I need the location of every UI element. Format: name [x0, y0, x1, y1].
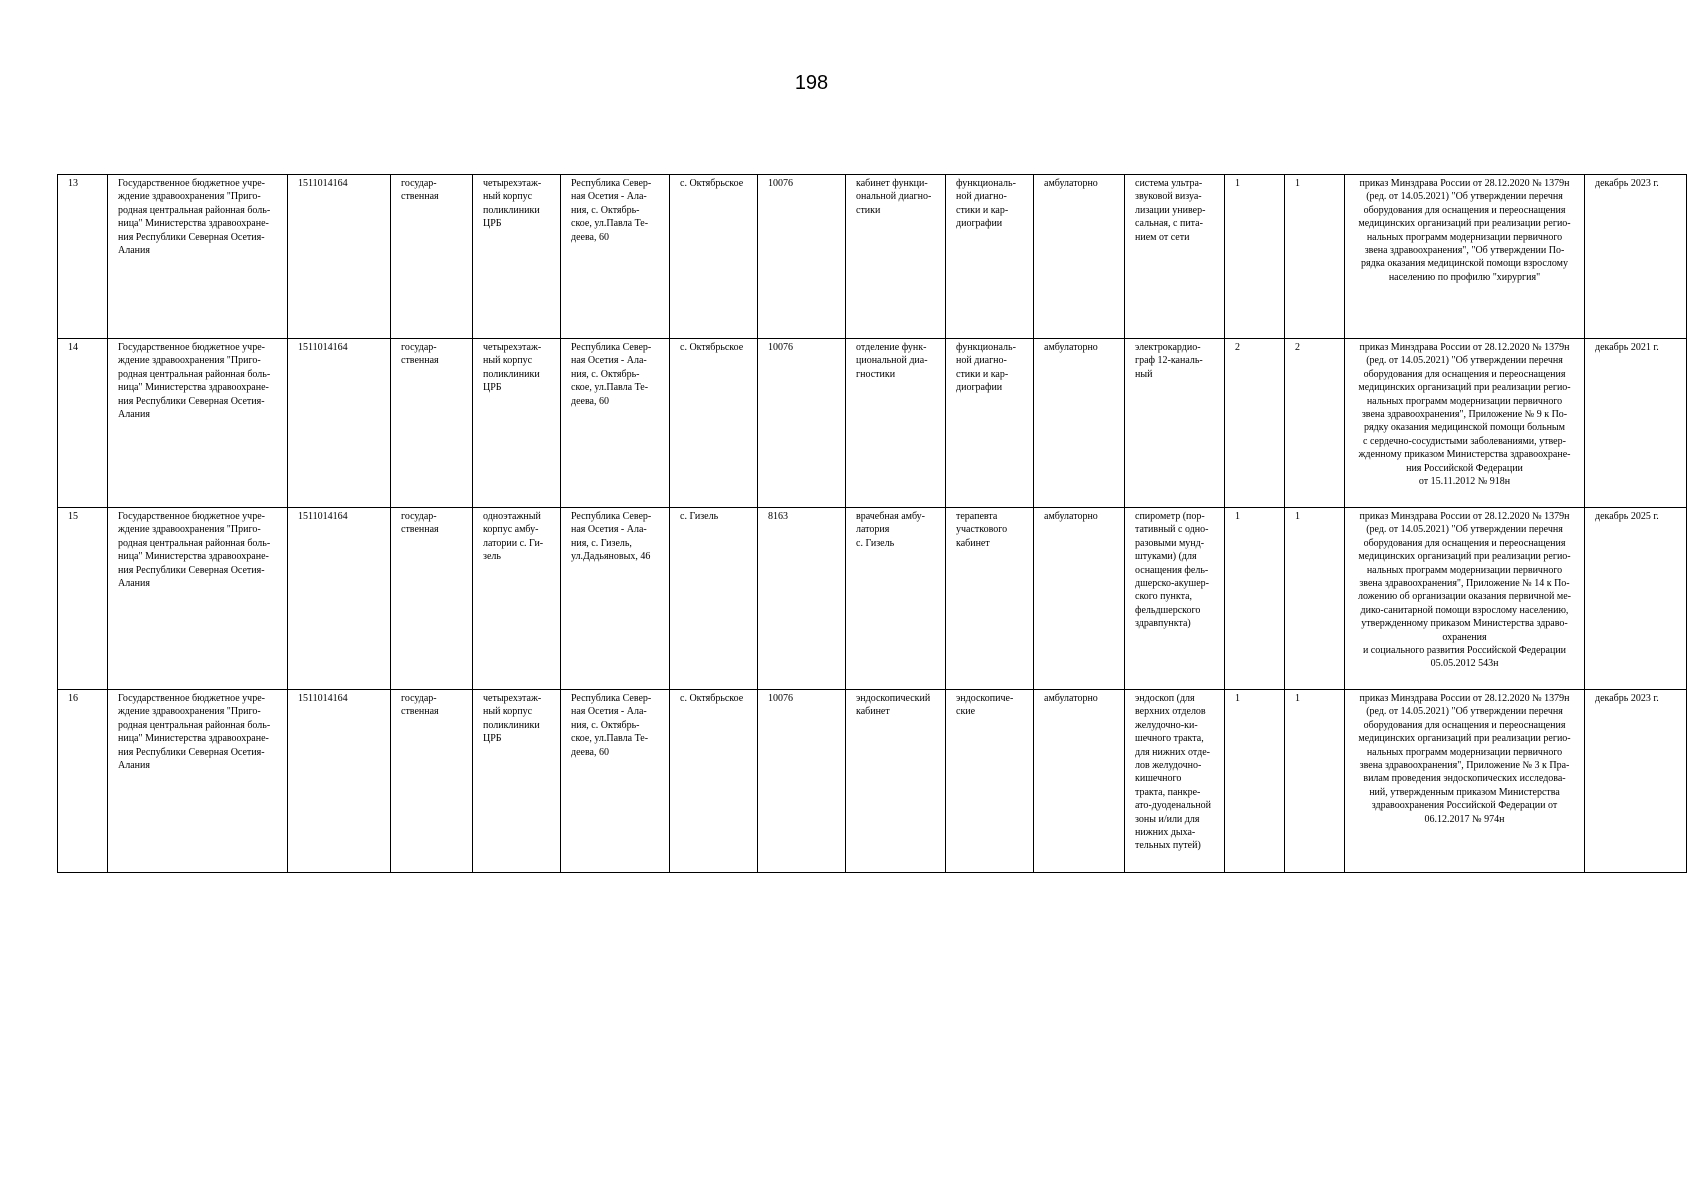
cell-building-line: одноэтажный — [483, 511, 541, 522]
cell-unit-line: ональной диагно- — [856, 191, 932, 203]
cell-profile-line: эндоскопиче- — [956, 693, 1014, 704]
cell-legal-basis-line: оборудования для оснащения и переоснащения — [1363, 537, 1566, 549]
cell-legal-basis-line: приказ Минздрава России от 28.12.2020 № 1379н — [1359, 342, 1570, 353]
cell-profile-line: функциональ- — [956, 178, 1016, 189]
cell-care-conditions: амбулаторно — [1034, 690, 1125, 873]
cell-legal-basis-line: охранения — [1442, 631, 1487, 643]
table-row — [58, 339, 1687, 508]
cell-quantity-planned: 1 — [1225, 175, 1285, 339]
cell-legal-basis-line: приказ Минздрава России от 28.12.2020 № 1379н — [1359, 511, 1570, 522]
cell-address-line: ния, с. Октябрь- — [571, 368, 640, 380]
cell-quantity-planned: 1 — [1225, 690, 1285, 873]
cell-equipment — [1125, 175, 1225, 339]
cell-building-line: поликлиники — [483, 204, 540, 216]
cell-address-line: Республика Север- — [571, 178, 652, 189]
cell-legal-basis-line: ложению об организации оказания первичной ме- — [1358, 591, 1571, 603]
cell-equipment-line: дшерско-акушер- — [1135, 578, 1209, 590]
cell-ownership-form — [391, 175, 473, 339]
cell-organization-line: Алания — [118, 578, 150, 590]
cell-legal-basis-line: (ред. от 14.05.2021) "Об утверждении перечня — [1366, 355, 1563, 367]
cell-legal-basis-line: медицинских организаций при реализации регио- — [1358, 218, 1571, 230]
cell-unit-line: с. Гизель — [856, 537, 895, 549]
cell-building-line: латории с. Ги- — [483, 537, 544, 549]
cell-legal-basis-line: ния Российской Федерации — [1406, 462, 1523, 474]
cell-address — [561, 175, 670, 339]
cell-unit — [846, 690, 946, 873]
cell-equipment-line: лизации универ- — [1135, 204, 1206, 216]
cell-profile-line: функциональ- — [956, 342, 1016, 353]
cell-equipment-line: нижних дыха- — [1135, 827, 1196, 839]
cell-building — [473, 339, 561, 508]
cell-address-line: ная Осетия - Ала- — [571, 524, 647, 536]
cell-equipment-line: электрокардио- — [1135, 342, 1201, 353]
cell-legal-basis-line: 06.12.2017 № 974н — [1424, 813, 1505, 825]
cell-building-line: ный корпус — [483, 355, 533, 367]
cell-legal-basis-line: с сердечно-сосудистыми заболеваниями, утвер- — [1363, 435, 1566, 447]
cell-population: 8163 — [758, 508, 846, 690]
cell-settlement: с. Гизель — [670, 508, 758, 690]
cell-deadline: декабрь 2023 г. — [1585, 690, 1687, 873]
cell-organization-line: родная центральная районная боль- — [118, 537, 271, 549]
cell-legal-basis-line: приказ Минздрава России от 28.12.2020 № 1379н — [1359, 178, 1570, 189]
cell-ownership-form — [391, 339, 473, 508]
cell-address-line: ул.Дадьяновых, 46 — [571, 551, 651, 563]
cell-deadline: декабрь 2021 г. — [1585, 339, 1687, 508]
cell-number: 16 — [58, 690, 108, 873]
cell-legal-basis-line: 05.05.2012 543н — [1430, 658, 1499, 670]
cell-building-line: ный корпус — [483, 191, 533, 203]
cell-unit — [846, 339, 946, 508]
cell-number: 15 — [58, 508, 108, 690]
cell-organization-line: Государственное бюджетное учре- — [118, 178, 265, 189]
cell-address-line: ная Осетия - Ала- — [571, 191, 647, 203]
cell-equipment-line: граф 12-каналь- — [1135, 355, 1203, 367]
cell-organization-line: Алания — [118, 760, 150, 772]
cell-organization — [108, 508, 288, 690]
cell-building-line: зель — [483, 551, 501, 563]
cell-address-line: Республика Север- — [571, 693, 652, 704]
cell-equipment-line: штуками) (для — [1135, 551, 1197, 563]
cell-ownership-form-line: государ- — [401, 511, 437, 522]
cell-legal-basis — [1345, 690, 1585, 873]
cell-equipment-line: разовыми мунд- — [1135, 537, 1205, 549]
cell-organization-line: Государственное бюджетное учре- — [118, 511, 265, 522]
cell-equipment-line: звуковой визуа- — [1135, 191, 1202, 203]
table-row — [58, 508, 1687, 690]
cell-address-line: Республика Север- — [571, 511, 652, 522]
cell-legal-basis-line: вилам проведения эндоскопических исследова- — [1363, 773, 1566, 785]
cell-ownership-form-line: ственная — [401, 355, 439, 367]
cell-number: 14 — [58, 339, 108, 508]
cell-organization-line: ждение здравоохранения "Приго- — [118, 355, 261, 367]
cell-organization-line: ница" Министерства здравоохране- — [118, 551, 269, 563]
cell-legal-basis-line: ний, утвержденным приказом Министерства — [1369, 786, 1560, 798]
cell-equipment-line: эндоскоп (для — [1135, 693, 1195, 704]
cell-quantity: 2 — [1285, 339, 1345, 508]
cell-equipment-line: спирометр (пор- — [1135, 511, 1205, 522]
cell-address-line: ния, с. Гизель, — [571, 537, 632, 549]
cell-profile-line: стики и кар- — [956, 368, 1009, 380]
cell-legal-basis-line: нальных программ модернизации первичного — [1366, 746, 1563, 758]
cell-equipment-line: фельдшерского — [1135, 604, 1201, 616]
cell-unit-line: гностики — [856, 368, 896, 380]
cell-building-line: четырехэтаж- — [483, 693, 542, 704]
table-body — [58, 175, 1687, 873]
cell-organization-line: Алания — [118, 409, 150, 421]
cell-legal-basis-line: оборудования для оснащения и переоснащения — [1363, 368, 1566, 380]
cell-building — [473, 175, 561, 339]
cell-address-line: ское, ул.Павла Те- — [571, 218, 649, 230]
cell-population: 10076 — [758, 690, 846, 873]
cell-legal-basis-line: дико-санитарной помощи взрослому населению, — [1360, 604, 1569, 616]
cell-building — [473, 690, 561, 873]
cell-equipment-line: ато-дуоденальной — [1135, 800, 1211, 812]
cell-equipment-line: нием от сети — [1135, 231, 1190, 243]
page-number: 198 — [794, 72, 829, 94]
cell-organization-line: Алания — [118, 245, 150, 257]
cell-equipment-line: желудочно-ки- — [1135, 719, 1198, 731]
cell-care-conditions: амбулаторно — [1034, 339, 1125, 508]
cell-profile-line: ной диагно- — [956, 191, 1007, 203]
cell-ownership-form-line: ственная — [401, 191, 439, 203]
cell-equipment-line: тракта, панкре- — [1135, 786, 1201, 798]
cell-equipment-line: шечного тракта, — [1135, 733, 1204, 745]
cell-equipment — [1125, 339, 1225, 508]
cell-inn: 1511014164 — [288, 339, 391, 508]
cell-equipment-line: для нижних отде- — [1135, 746, 1210, 758]
cell-profile-line: терапевта — [956, 511, 998, 522]
cell-quantity-planned: 2 — [1225, 339, 1285, 508]
cell-equipment — [1125, 508, 1225, 690]
cell-deadline: декабрь 2023 г. — [1585, 175, 1687, 339]
cell-legal-basis — [1345, 175, 1585, 339]
cell-organization-line: ния Республики Северная Осетия- — [118, 395, 265, 407]
cell-unit-line: латория — [856, 524, 890, 536]
cell-profile — [946, 508, 1034, 690]
cell-organization-line: родная центральная районная боль- — [118, 719, 271, 731]
cell-building-line: ЦРБ — [483, 382, 502, 394]
cell-settlement: с. Октябрьское — [670, 175, 758, 339]
cell-organization-line: ния Республики Северная Осетия- — [118, 746, 265, 758]
cell-building-line: поликлиники — [483, 368, 540, 380]
cell-legal-basis-line: звена здравоохранения", Приложение № 9 к По- — [1361, 409, 1568, 421]
cell-unit-line: эндоскопический — [856, 693, 931, 704]
cell-equipment-line: здравпункта) — [1135, 618, 1191, 630]
cell-organization-line: ждение здравоохранения "Приго- — [118, 191, 261, 203]
cell-organization-line: Государственное бюджетное учре- — [118, 342, 265, 353]
cell-legal-basis-line: здравоохранения Российской Федерации от — [1371, 800, 1558, 812]
cell-inn: 1511014164 — [288, 175, 391, 339]
table-row — [58, 175, 1687, 339]
cell-address-line: Республика Север- — [571, 342, 652, 353]
cell-legal-basis-line: рядку оказания медицинской помощи больным — [1364, 422, 1565, 434]
cell-building-line: корпус амбу- — [483, 524, 539, 536]
cell-building-line: ЦРБ — [483, 218, 502, 230]
cell-organization-line: ния Республики Северная Осетия- — [118, 564, 265, 576]
cell-ownership-form — [391, 508, 473, 690]
cell-care-conditions: амбулаторно — [1034, 508, 1125, 690]
cell-unit — [846, 508, 946, 690]
cell-equipment-line: лов желудочно- — [1135, 760, 1202, 772]
cell-legal-basis-line: медицинских организаций при реализации регио- — [1358, 382, 1571, 394]
cell-quantity: 1 — [1285, 175, 1345, 339]
cell-legal-basis-line: звена здравоохранения", Приложение № 3 к Пра- — [1359, 760, 1570, 772]
cell-ownership-form-line: ственная — [401, 706, 439, 718]
cell-care-conditions: амбулаторно — [1034, 175, 1125, 339]
cell-organization-line: ница" Министерства здравоохране- — [118, 733, 269, 745]
cell-ownership-form-line: государ- — [401, 178, 437, 189]
cell-ownership-form-line: государ- — [401, 342, 437, 353]
cell-organization-line: Государственное бюджетное учре- — [118, 693, 265, 704]
cell-legal-basis-line: оборудования для оснащения и переоснащения — [1363, 719, 1566, 731]
cell-legal-basis-line: (ред. от 14.05.2021) "Об утверждении перечня — [1366, 191, 1563, 203]
cell-building-line: ЦРБ — [483, 733, 502, 745]
cell-address-line: ское, ул.Павла Те- — [571, 733, 649, 745]
cell-unit-line: стики — [856, 204, 881, 216]
cell-ownership-form — [391, 690, 473, 873]
cell-legal-basis-line: от 15.11.2012 № 918н — [1418, 476, 1511, 488]
cell-address-line: деева, 60 — [571, 231, 609, 243]
cell-legal-basis-line: рядка оказания медицинской помощи взрослому — [1361, 258, 1568, 270]
cell-legal-basis-line: и социального развития Российской Федерации — [1362, 645, 1567, 657]
cell-profile-line: кабинет — [956, 537, 990, 549]
cell-legal-basis-line: медицинских организаций при реализации регио- — [1358, 551, 1571, 563]
cell-equipment-line: кишечного — [1135, 773, 1182, 785]
cell-equipment-line: сальная, с пита- — [1135, 218, 1203, 230]
cell-profile-line: диографии — [956, 218, 1003, 230]
cell-organization-line: ница" Министерства здравоохране- — [118, 382, 269, 394]
cell-equipment-line: тативный с одно- — [1135, 524, 1209, 536]
cell-profile-line: ной диагно- — [956, 355, 1007, 367]
cell-profile-line: диографии — [956, 382, 1003, 394]
cell-ownership-form-line: ственная — [401, 524, 439, 536]
cell-legal-basis-line: звена здравоохранения", "Об утверждении По- — [1364, 245, 1565, 257]
cell-organization — [108, 339, 288, 508]
cell-building-line: четырехэтаж- — [483, 342, 542, 353]
cell-address-line: ная Осетия - Ала- — [571, 355, 647, 367]
cell-number: 13 — [58, 175, 108, 339]
cell-equipment-line: система ультра- — [1135, 178, 1203, 189]
cell-address-line: ния, с. Октябрь- — [571, 204, 640, 216]
cell-address-line: деева, 60 — [571, 746, 609, 758]
cell-unit — [846, 175, 946, 339]
cell-profile-line: участкового — [956, 524, 1008, 536]
cell-legal-basis-line: оборудования для оснащения и переоснащения — [1363, 204, 1566, 216]
cell-unit-line: циональной диа- — [856, 355, 928, 367]
cell-settlement: с. Октябрьское — [670, 339, 758, 508]
equipment-table — [57, 174, 1687, 873]
cell-organization-line: родная центральная районная боль- — [118, 204, 271, 216]
cell-unit-line: врачебная амбу- — [856, 511, 926, 522]
cell-address-line: ная Осетия - Ала- — [571, 706, 647, 718]
table-row — [58, 690, 1687, 873]
cell-ownership-form-line: государ- — [401, 693, 437, 704]
cell-equipment-line: тельных путей) — [1135, 840, 1201, 852]
cell-organization-line: ния Республики Северная Осетия- — [118, 231, 265, 243]
cell-population: 10076 — [758, 175, 846, 339]
cell-building-line: ный корпус — [483, 706, 533, 718]
cell-inn: 1511014164 — [288, 508, 391, 690]
cell-unit-line: отделение функ- — [856, 342, 927, 353]
cell-population: 10076 — [758, 339, 846, 508]
cell-legal-basis-line: медицинских организаций при реализации регио- — [1358, 733, 1571, 745]
cell-settlement: с. Октябрьское — [670, 690, 758, 873]
cell-quantity: 1 — [1285, 508, 1345, 690]
cell-organization-line: родная центральная районная боль- — [118, 368, 271, 380]
cell-organization — [108, 175, 288, 339]
cell-organization-line: ждение здравоохранения "Приго- — [118, 706, 261, 718]
cell-address-line: ния, с. Октябрь- — [571, 719, 640, 731]
cell-legal-basis-line: (ред. от 14.05.2021) "Об утверждении перечня — [1366, 524, 1563, 536]
cell-legal-basis-line: нальных программ модернизации первичного — [1366, 564, 1563, 576]
cell-address — [561, 508, 670, 690]
cell-profile — [946, 175, 1034, 339]
cell-legal-basis-line: приказ Минздрава России от 28.12.2020 № 1379н — [1359, 693, 1570, 704]
cell-equipment-line: верхних отделов — [1135, 706, 1206, 718]
cell-address — [561, 690, 670, 873]
cell-profile-line: ские — [956, 706, 976, 718]
cell-address-line: ское, ул.Павла Те- — [571, 382, 649, 394]
cell-unit-line: кабинет — [856, 706, 890, 718]
cell-legal-basis-line: (ред. от 14.05.2021) "Об утверждении перечня — [1366, 706, 1563, 718]
cell-address-line: деева, 60 — [571, 395, 609, 407]
cell-legal-basis — [1345, 508, 1585, 690]
cell-quantity: 1 — [1285, 690, 1345, 873]
cell-legal-basis-line: нальных программ модернизации первичного — [1366, 231, 1563, 243]
cell-deadline: декабрь 2025 г. — [1585, 508, 1687, 690]
cell-legal-basis-line: нальных программ модернизации первичного — [1366, 395, 1563, 407]
cell-unit-line: кабинет функци- — [856, 178, 928, 189]
cell-profile-line: стики и кар- — [956, 204, 1009, 216]
cell-organization — [108, 690, 288, 873]
cell-inn: 1511014164 — [288, 690, 391, 873]
cell-building-line: поликлиники — [483, 719, 540, 731]
cell-equipment-line: ный — [1135, 368, 1153, 380]
cell-equipment — [1125, 690, 1225, 873]
cell-equipment-line: ского пункта, — [1135, 591, 1193, 603]
cell-address — [561, 339, 670, 508]
cell-equipment-line: зоны и/или для — [1135, 813, 1200, 825]
cell-legal-basis-line: жденному приказом Министерства здравоохране- — [1358, 449, 1571, 461]
cell-quantity-planned: 1 — [1225, 508, 1285, 690]
cell-legal-basis — [1345, 339, 1585, 508]
cell-profile — [946, 339, 1034, 508]
cell-building-line: четырехэтаж- — [483, 178, 542, 189]
cell-legal-basis-line: утвержденному приказом Министерства здраво- — [1361, 618, 1568, 630]
cell-legal-basis-line: звена здравоохранения", Приложение № 14 к По- — [1359, 578, 1570, 590]
cell-legal-basis-line: населению по профилю "хирургия" — [1388, 271, 1541, 283]
cell-organization-line: ждение здравоохранения "Приго- — [118, 524, 261, 536]
cell-building — [473, 508, 561, 690]
cell-organization-line: ница" Министерства здравоохране- — [118, 218, 269, 230]
cell-profile — [946, 690, 1034, 873]
cell-equipment-line: оснащения фель- — [1135, 564, 1209, 576]
